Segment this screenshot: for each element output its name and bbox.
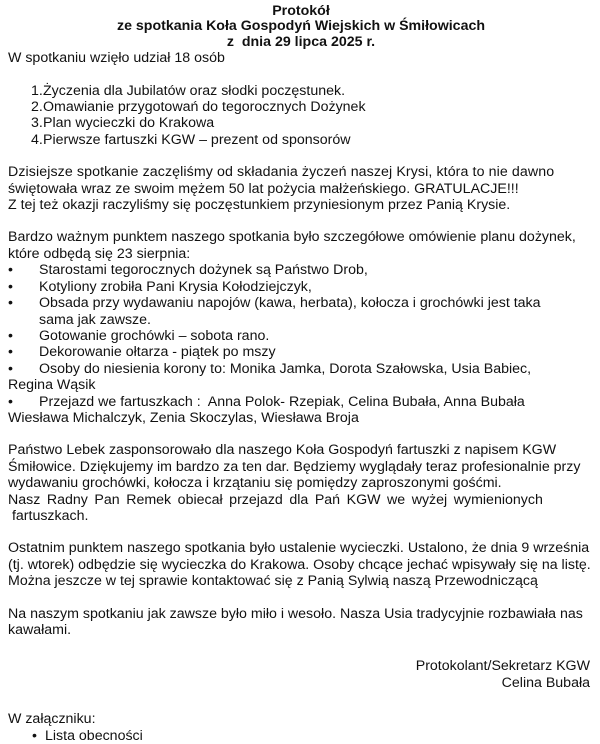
bullet-text: Obsada przy wydawaniu napojów (kawa, herbata), kołocza i grochówki jest taka [39, 295, 541, 312]
paragraph-line: wydawaniu grochówki, kołocza i krzątaniu się pomiędzy zaproszonymi gośćmi. [8, 475, 502, 492]
signature-name: Celina Bubała [501, 674, 590, 691]
title-line-2: ze spotkania Koła Gospodyń Wiejskich w Śmiłowicach [116, 18, 486, 35]
bullet-item [8, 279, 594, 295]
bullet-text: Starostami tegorocznych dożynek są Państwo Drob, [39, 262, 368, 279]
bullet-text: Osoby do niesienia korony to: Monika Jamka, Dorota Szałowska, Usia Babiec, [39, 360, 532, 377]
bullet-item [8, 394, 594, 410]
spacer [8, 691, 594, 707]
agenda-item-number: 3. [31, 115, 43, 132]
title-line-3: z dnia 29 lipca 2025 r. [226, 33, 376, 50]
agenda-item-text: Omawianie przygotowań do tegorocznych Dożynek [43, 99, 366, 116]
document-page [8, 4, 594, 744]
bullet-icon: • [8, 327, 13, 344]
dozynki-bullet-list-continued [8, 394, 594, 410]
agenda-item-number: 4. [31, 131, 43, 148]
agenda-item-text: Plan wycieczki do Krakowa [43, 115, 215, 132]
paragraph-line: Z tej też okazji raczyliśmy się poczęstunkiem przyniesionym przez Panią Krysie. [8, 197, 511, 214]
paragraph-line: kawałami. [8, 622, 72, 638]
agenda-item-number: 1. [31, 82, 43, 99]
signature-block [8, 658, 594, 691]
bullet-text: Kotyliony zrobiła Pani Krysia Kołodziejczyk, [39, 278, 312, 295]
agenda-item-text: Życzenia dla Jubilatów oraz słodki poczęstunek. [43, 82, 346, 99]
bullet-text: Przejazd we fartuszkach : Anna Polok- Rzepiak, Celina Bubała, Anna Bubała [39, 393, 525, 410]
paragraph-dozynki-intro [8, 229, 594, 262]
bullet-icon: • [8, 262, 13, 279]
spacer [8, 590, 594, 606]
paragraph-line: które odbędą się 23 sierpnia: [8, 245, 191, 262]
bullet-text: Gotowanie grochówki – sobota rano. [39, 327, 270, 344]
paragraph-line: (tj. wtorek) odbędzie się wycieczka do Krakowa. Osoby chcące jechać wpisywały się na listę. [8, 556, 591, 573]
attachment-text: Lista obecności [45, 727, 143, 744]
paragraph-line: Bardzo ważnym punktem naszego spotkania było szczegółowe omówienie planu dożynek, [8, 229, 576, 246]
spacer [8, 426, 594, 442]
paragraph-line: Śmiłowice. Dziękujemy im bardzo za ten dar. Będziemy wyglądały teraz profesionalnie przy [8, 458, 581, 475]
bullet-icon: • [8, 393, 13, 410]
spacer [8, 524, 594, 540]
title-line-1: Protokół [272, 3, 330, 19]
bullet-icon: • [32, 727, 37, 744]
spacer [8, 148, 594, 164]
bullet-text-continuation: Wiesława Michalczyk, Zenia Skoczylas, Wiesława Broja [8, 409, 359, 426]
bullet-item [8, 361, 594, 377]
paragraph-line: świętowała wraz ze swoim mężem 50 lat pożycia małżeńskiego. GRATULACJE!!! [8, 180, 519, 197]
document-title [8, 4, 594, 50]
dozynki-bullet-list [8, 262, 594, 377]
bullet-text-continuation: sama jak zawsze. [39, 311, 151, 328]
agenda-item [8, 132, 594, 148]
agenda-item-number: 2. [31, 99, 43, 116]
paragraph-line: fartuszkach. [8, 507, 89, 524]
paragraph-aprons [8, 442, 594, 524]
attachments-label: W załączniku: [8, 711, 96, 728]
agenda-item [8, 115, 594, 131]
agenda-list [8, 83, 594, 149]
agenda-item-text: Pierwsze fartuszki KGW – prezent od sponsorów [43, 131, 351, 148]
bullet-text: Dekorowanie ołtarza - piątek po mszy [39, 344, 276, 361]
agenda-item [8, 99, 594, 115]
bullet-icon: • [8, 344, 13, 361]
paragraph-jubilee [8, 164, 594, 213]
bullet-icon: • [8, 360, 13, 377]
agenda-item [8, 83, 594, 99]
attachment-item [8, 728, 594, 744]
signature-role: Protokolant/Sekretarz KGW [415, 658, 590, 675]
bullet-item [8, 262, 594, 278]
paragraph-line: Państwo Lebek zasponsorowało dla naszego Koła Gospodyń fartuszki z napisem KGW [8, 442, 557, 459]
paragraph-line: Ostatnim punktem naszego spotkania było ustalenie wycieczki. Ustalono, że dnia 9 września [8, 540, 590, 557]
attachments-list [8, 728, 594, 744]
paragraph-line: Na naszym spotkaniu jak zawsze było miło i wesoło. Nasza Usia tradycyjnie rozbawiała nas [8, 605, 583, 622]
bullet-item [8, 344, 594, 360]
bullet-text-continuation: Regina Wąsik [8, 377, 96, 394]
paragraph-trip [8, 540, 594, 589]
attendance-line: W spotkaniu wzięło udział 18 osób [8, 50, 225, 67]
bullet-icon: • [8, 278, 13, 295]
bullet-item [8, 328, 594, 344]
paragraph-line: Można jeszcze w tej sprawie kontaktować się z Panią Sylwią naszą Przewodniczącą [8, 573, 538, 590]
paragraph-line: Dzisiejsze spotkanie zaczęliśmy od składania życzeń naszej Krysi, która to nie dawno [8, 164, 555, 181]
bullet-icon: • [8, 295, 13, 312]
paragraph-line: Nasz Radny Pan Remek obiecał przejazd dla Pań KGW we wyżej wymienionych [8, 491, 543, 508]
spacer [8, 213, 594, 229]
paragraph-closing [8, 606, 594, 639]
bullet-item [8, 295, 594, 328]
spacer [8, 638, 594, 654]
spacer [8, 67, 594, 83]
